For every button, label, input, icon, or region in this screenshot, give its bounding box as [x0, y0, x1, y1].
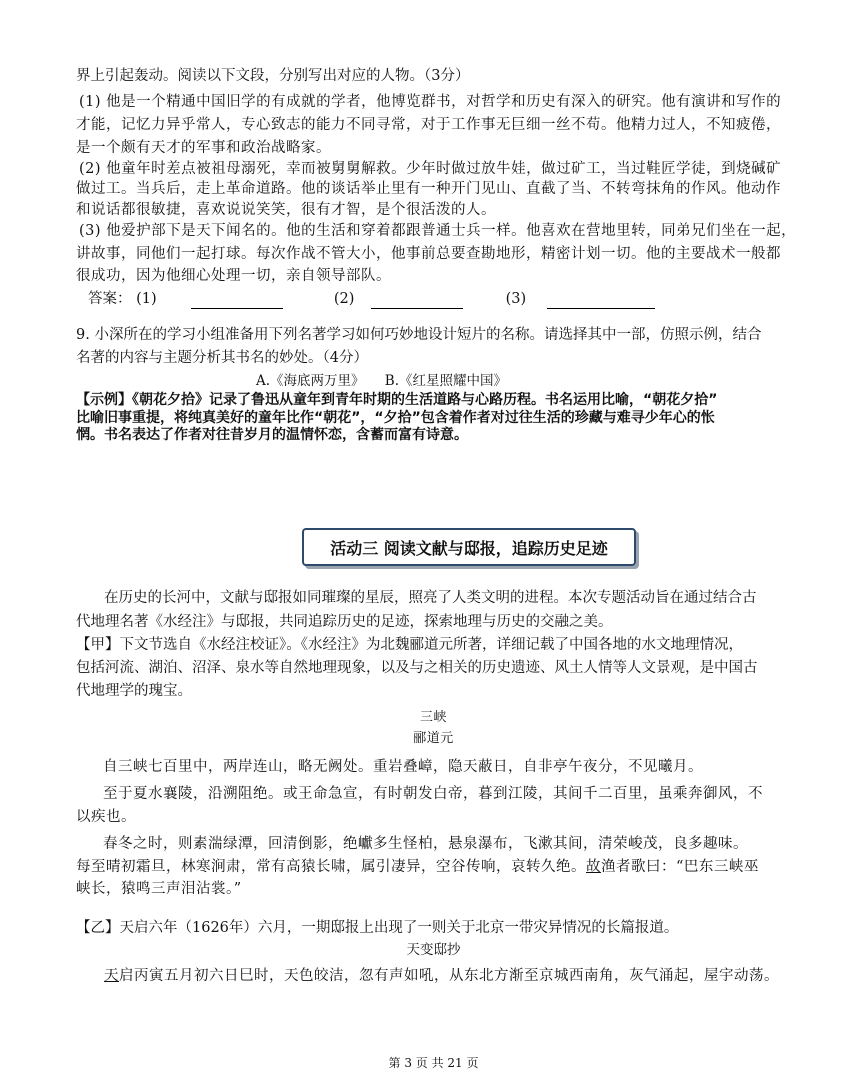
q9-options: A.《海底两万里》 B.《红星照耀中国》 [256, 373, 508, 389]
q8-passage-2-line-3: 和说话都很敏捷，喜欢说说笑笑，很有才智，是个很活泼的人。 [76, 202, 496, 218]
yi-title: 天变邸抄 [406, 942, 461, 958]
answer-label: 答案： [88, 291, 132, 307]
q9-example-line-1: 【示例】《朝花夕拾》记录了鲁迅从童年到青年时期的生活道路与心路历程。书名运用比喻，“朝花夕拾” [76, 392, 718, 408]
q9-line-1: 9. 小深所在的学习小组准备用下列名著学习如何巧妙地设计短片的名称。请选择其中一部，仿照示例，结合 [76, 327, 762, 343]
jia-line-2: 包括河流、湖泊、沼泽、泉水等自然地理现象，以及与之相关的历史遗迹、风土人情等人文景观，是中国古 [76, 660, 758, 676]
activity-3-title-box: 活动三 阅读文献与邸报，追踪历史足迹 [302, 528, 636, 566]
poem-sentence-3a: 春冬之时，则素湍绿潭，回清倒影，绝巘多生怪柏，悬泉瀑布，飞漱其间，清荣峻茂，良多趣味。 [103, 836, 748, 852]
q8-passage-3-line-2: 讲故事，同他们一起打球。每次作战不管大小，他事前总要查勘地形，精密计划一切。他的主要战术一般都 [76, 246, 781, 262]
q8-passage-1-line-3: 是一个颇有天才的军事和政治战略家。 [76, 140, 331, 156]
q8-passage-2-line-1: (2) 他童年时差点被祖母溺死，幸而被舅舅解救。少年时做过放牛娃，做过矿工，当过鞋匠学徒，到烧碱矿 [79, 161, 782, 177]
yi-text: 启丙寅五月初六日巳时，天色皎洁，忽有声如吼，从东北方渐至京城西南角，灰气涌起，屋宇动荡。 [119, 968, 779, 984]
answer-2-label: (2) [333, 291, 355, 307]
underlined-gu: 故 [586, 859, 601, 875]
answer-3-label: (3) [505, 291, 527, 307]
activity-3-intro-line-2: 代地理名著《水经注》与邸报，共同追踪历史的足迹，探索地理与历史的交融之美。 [76, 614, 613, 630]
poem-sentence-3b-pre: 每至晴初霜旦，林寒涧肃，常有高猿长啸，属引凄异，空谷传响，哀转久绝。 [76, 859, 586, 875]
q9-example-line-2: 比喻旧事重提，将纯真美好的童年比作“朝花”，“夕拾”包含着作者对过往生活的珍藏与难寻少年心的怅 [76, 410, 715, 426]
q8-passage-1-line-1: (1) 他是一个精通中国旧学的有成就的学者，他博览群书，对哲学和历史有深入的研究。他有演讲和写作的 [79, 94, 782, 110]
poem-sentence-3b [76, 857, 759, 877]
poem-title: 三峡 [419, 710, 447, 725]
answer-2-blank[interactable] [371, 294, 463, 309]
answer-3-blank[interactable] [547, 294, 655, 309]
activity-3-intro-line-1: 在历史的长河中，文献与邸报如同璀璨的星辰，照亮了人类文明的进程。本次专题活动旨在通过结合古 [104, 590, 757, 606]
poem-sentence-2a: 至于夏水襄陵，沿溯阻绝。或王命急宣，有时朝发白帝，暮到江陵，其间千二百里，虽乘奔御风，不 [103, 786, 763, 802]
poem-sentence-2b: 以疾也。 [76, 809, 136, 825]
jia-line-3: 代地理学的瑰宝。 [76, 683, 192, 699]
yi-text-line [104, 966, 779, 986]
q8-passage-2-line-2: 做过工。当兵后，走上革命道路。他的谈话举止里有一种开门见山、直截了当、不转弯抹角的作风。他动作 [76, 181, 781, 197]
jia-line-1: 【甲】下文节选自《水经注校证》。《水经注》为北魏郦道元所著，详细记载了中国各地的水文地理情况， [76, 637, 743, 653]
answer-1-blank[interactable] [191, 294, 283, 309]
poem-sentence-3b-post: 渔者歌曰：“巴东三峡巫 [601, 859, 759, 875]
q9-example-line-3: 惘。书名表达了作者对往昔岁月的温情怀恋，含蓄而富有诗意。 [76, 427, 468, 443]
answer-1-label: (1) [136, 291, 157, 307]
q9-line-2: 名著的内容与主题分析其书名的妙处。（4分） [76, 350, 368, 366]
q8-answer-row [88, 289, 661, 309]
poem-sentence-1: 自三峡七百里中，两岸连山，略无阙处。重岩叠嶂，隐天蔽日，自非亭午夜分，不见曦月。 [103, 759, 703, 775]
q8-passage-3-line-3: 很成功，因为他细心处理一切，亲自领导部队。 [76, 268, 391, 284]
q8-passage-1-line-2: 才能，记忆力异乎常人，专心致志的能力不同寻常，对于工作事无巨细一丝不苟。他精力过人，不知疲倦， [76, 117, 781, 133]
q8-passage-3-line-1: (3) 他爱护部下是天下闻名的。他的生活和穿着都跟普通士兵一样。他喜欢在营地里转，同弟兄们坐在一起， [79, 223, 797, 239]
underlined-tian: 天 [104, 968, 119, 984]
yi-intro: 【乙】天启六年（1626年）六月，一期邸报上出现了一则关于北京一带灾异情况的长篇报道。 [76, 920, 679, 936]
poem-author: 郦道元 [413, 731, 454, 746]
q8-intro: 界上引起轰动。阅读以下文段，分别写出对应的人物。（3分） [76, 68, 470, 84]
poem-sentence-3c: 峡长，猿鸣三声泪沾裳。” [76, 881, 242, 897]
page-footer: 第 3 页 共 21 页 [388, 1056, 479, 1070]
